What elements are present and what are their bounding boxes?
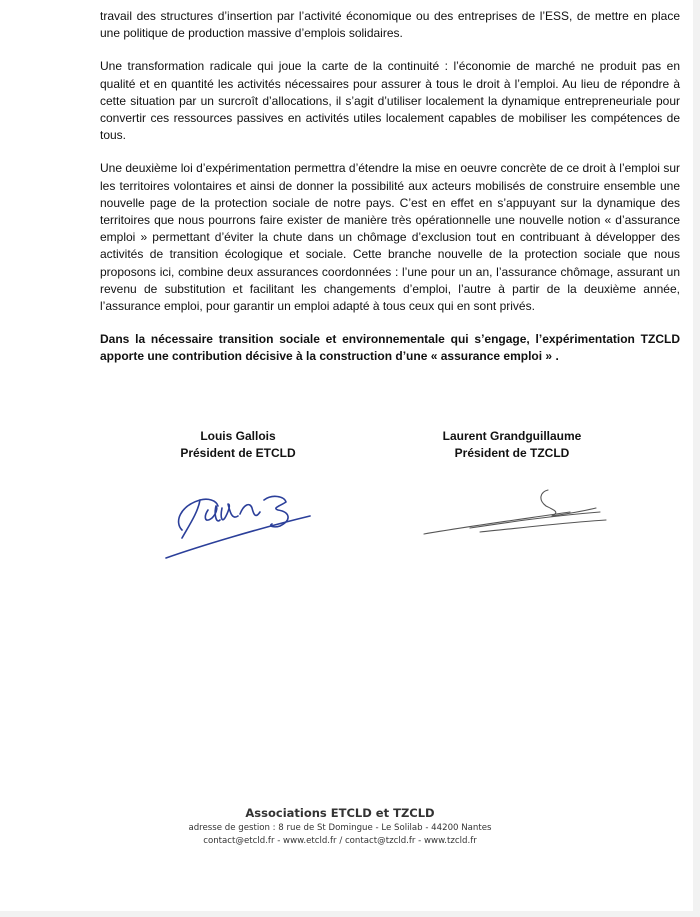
signatory-right-name: Laurent Grandguillaume bbox=[442, 429, 582, 443]
footer-contacts: contact@etcld.fr - www.etcld.fr / contact@tzcld.fr - www.tzcld.fr bbox=[203, 835, 477, 846]
signatory-left-name: Louis Gallois bbox=[200, 429, 276, 443]
signatory-left-role: Président de ETCLD bbox=[180, 446, 296, 460]
footer bbox=[160, 805, 520, 847]
signatory-left bbox=[128, 428, 348, 462]
letter-body bbox=[100, 8, 680, 382]
signature-left-image bbox=[160, 478, 330, 563]
footer-address: adresse de gestion : 8 rue de St Domingue - Le Solilab - 44200 Nantes bbox=[188, 823, 492, 833]
paragraph-2: Une transformation radicale qui joue la carte de la continuité : l’économie de marché ne produit pas en qualité et en quantité les activités nécessaires pour assurer à tous le droit à l’emploi. Au lieu de répondre à cette situation par un surcroît d’allocations, il s’agit d’utiliser localement la dynamique entrepreneuriale pour convertir ces ressources passives en activités utiles localement capables de mobiliser les compétences de tous. bbox=[100, 59, 680, 143]
signatory-right-role: Président de TZCLD bbox=[454, 446, 570, 460]
paragraph-3: Une deuxième loi d’expérimentation permettra d’étendre la mise en oeuvre concrète de ce droit à l’emploi sur les territoires volontaires et ainsi de donner la possibilité aux acteurs mobilisés de construire ensemble une nouvelle page de la protection sociale de notre pays. C’est en effet en s’appuyant sur la dynamique des territoires que nous pourrons faire exister de manière très opérationnelle une nouvelle notion « d’assurance emploi » permettant d’éviter la chute dans un chômage d’exclusion tout en contribuant à développer des activités de transition écologique et sociale. Cette branche nouvelle de la protection sociale que nous proposons ici, combine deux assurances coordonnées : l’une pour un an, l’assurance chômage, assurant un revenu de substitution et facilitant les changements d’emploi, l’autre à partir de la deuxième année, l’assurance emploi, pour garantir un emploi adapté à tous ceux qui en sont privés. bbox=[100, 161, 680, 314]
paragraph-1: travail des structures d’insertion par l’activité économique ou des entreprises de l’ESS, de mettre en place une politique de production massive d’emplois solidaires. bbox=[100, 9, 680, 41]
footer-organization: Associations ETCLD et TZCLD bbox=[245, 806, 435, 820]
signatory-right bbox=[402, 428, 622, 462]
paragraph-conclusion: Dans la nécessaire transition sociale et environnementale qui s’engage, l’expérimentation TZCLD apporte une contribution décisive à la construction d’une « assurance emploi » . bbox=[100, 332, 680, 364]
signature-right-image bbox=[420, 482, 610, 542]
